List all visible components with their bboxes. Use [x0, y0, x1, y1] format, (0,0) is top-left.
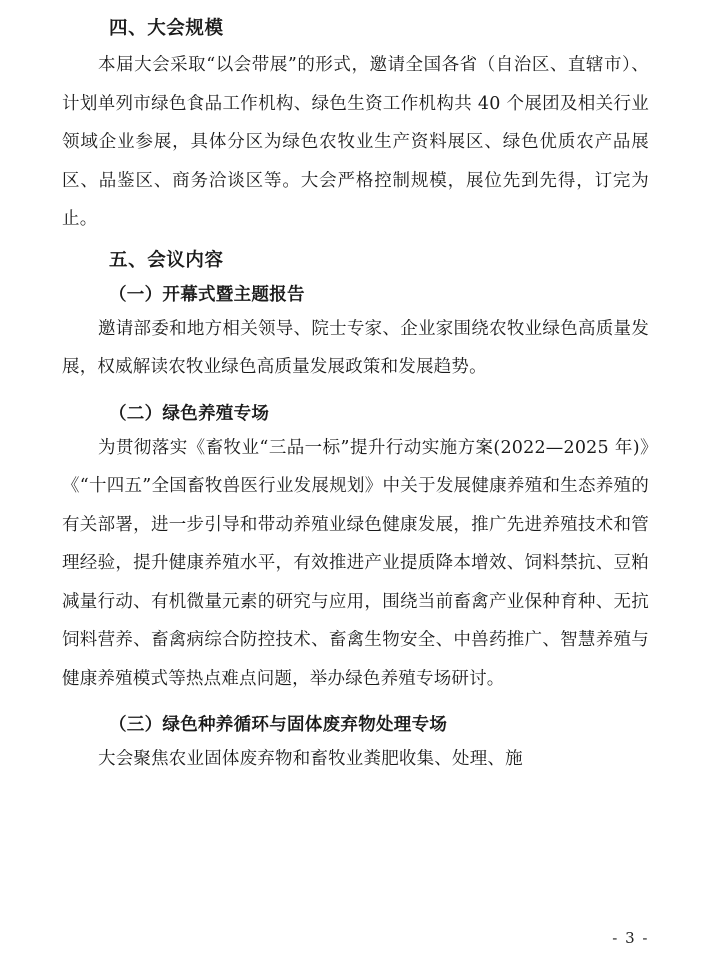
- section-5-3-paragraph: 大会聚焦农业固体废弃物和畜牧业粪肥收集、处理、施: [98, 749, 523, 769]
- section-5-3-heading: （三）绿色种养循环与固体废弃物处理专场: [109, 715, 448, 735]
- page-number: - 3 -: [612, 929, 649, 947]
- section-5-2-paragraph: 为贯彻落实《畜牧业“三品一标”提升行动实施方案(2022—2025 年)》《“十四五”全国畜牧兽医行业发展规划》中关于发展健康养殖和生态养殖的有关部署，进一步引导和带动养殖业绿色健康发展，推广先进养殖技术和管理经验，提升健康养殖水平，有效推进产业提质降本增效、饲料禁抗、豆粕减量行动、有机微量元素的研究与应用，围绕当前畜禽产业保种育种、无抗饲料营养、畜禽病综合防控技术、畜禽生物安全、中兽药推广、智慧养殖与健康养殖模式等热点难点问题，举办绿色养殖专场研讨。: [62, 437, 649, 689]
- section-4-heading: 四、大会规模: [109, 18, 224, 39]
- section-5-1-heading: （一）开幕式暨主题报告: [109, 284, 305, 305]
- document-body: [62, 14, 649, 779]
- spacer: [62, 239, 649, 242]
- spacer: [62, 387, 649, 395]
- spacer: [62, 698, 649, 706]
- section-5-1-paragraph: 邀请部委和地方相关领导、院士专家、企业家围绕农牧业绿色高质量发展，权威解读农牧业绿色高质量发展政策和发展趋势。: [62, 318, 649, 377]
- section-5-heading: 五、会议内容: [109, 249, 224, 271]
- section-5-2-heading: （二）绿色养殖专场: [109, 403, 270, 424]
- section-4-paragraph: 本届大会采取“以会带展”的形式，邀请全国各省（自治区、直辖市）、计划单列市绿色食品工作机构、绿色生资工作机构共 40 个展团及相关行业领域企业参展，具体分区为绿色农牧业生产资料展区、绿色优质农产品展区、品鉴区、商务洽谈区等。大会严格控制规模，展位先到先得，订完为止。: [62, 55, 649, 229]
